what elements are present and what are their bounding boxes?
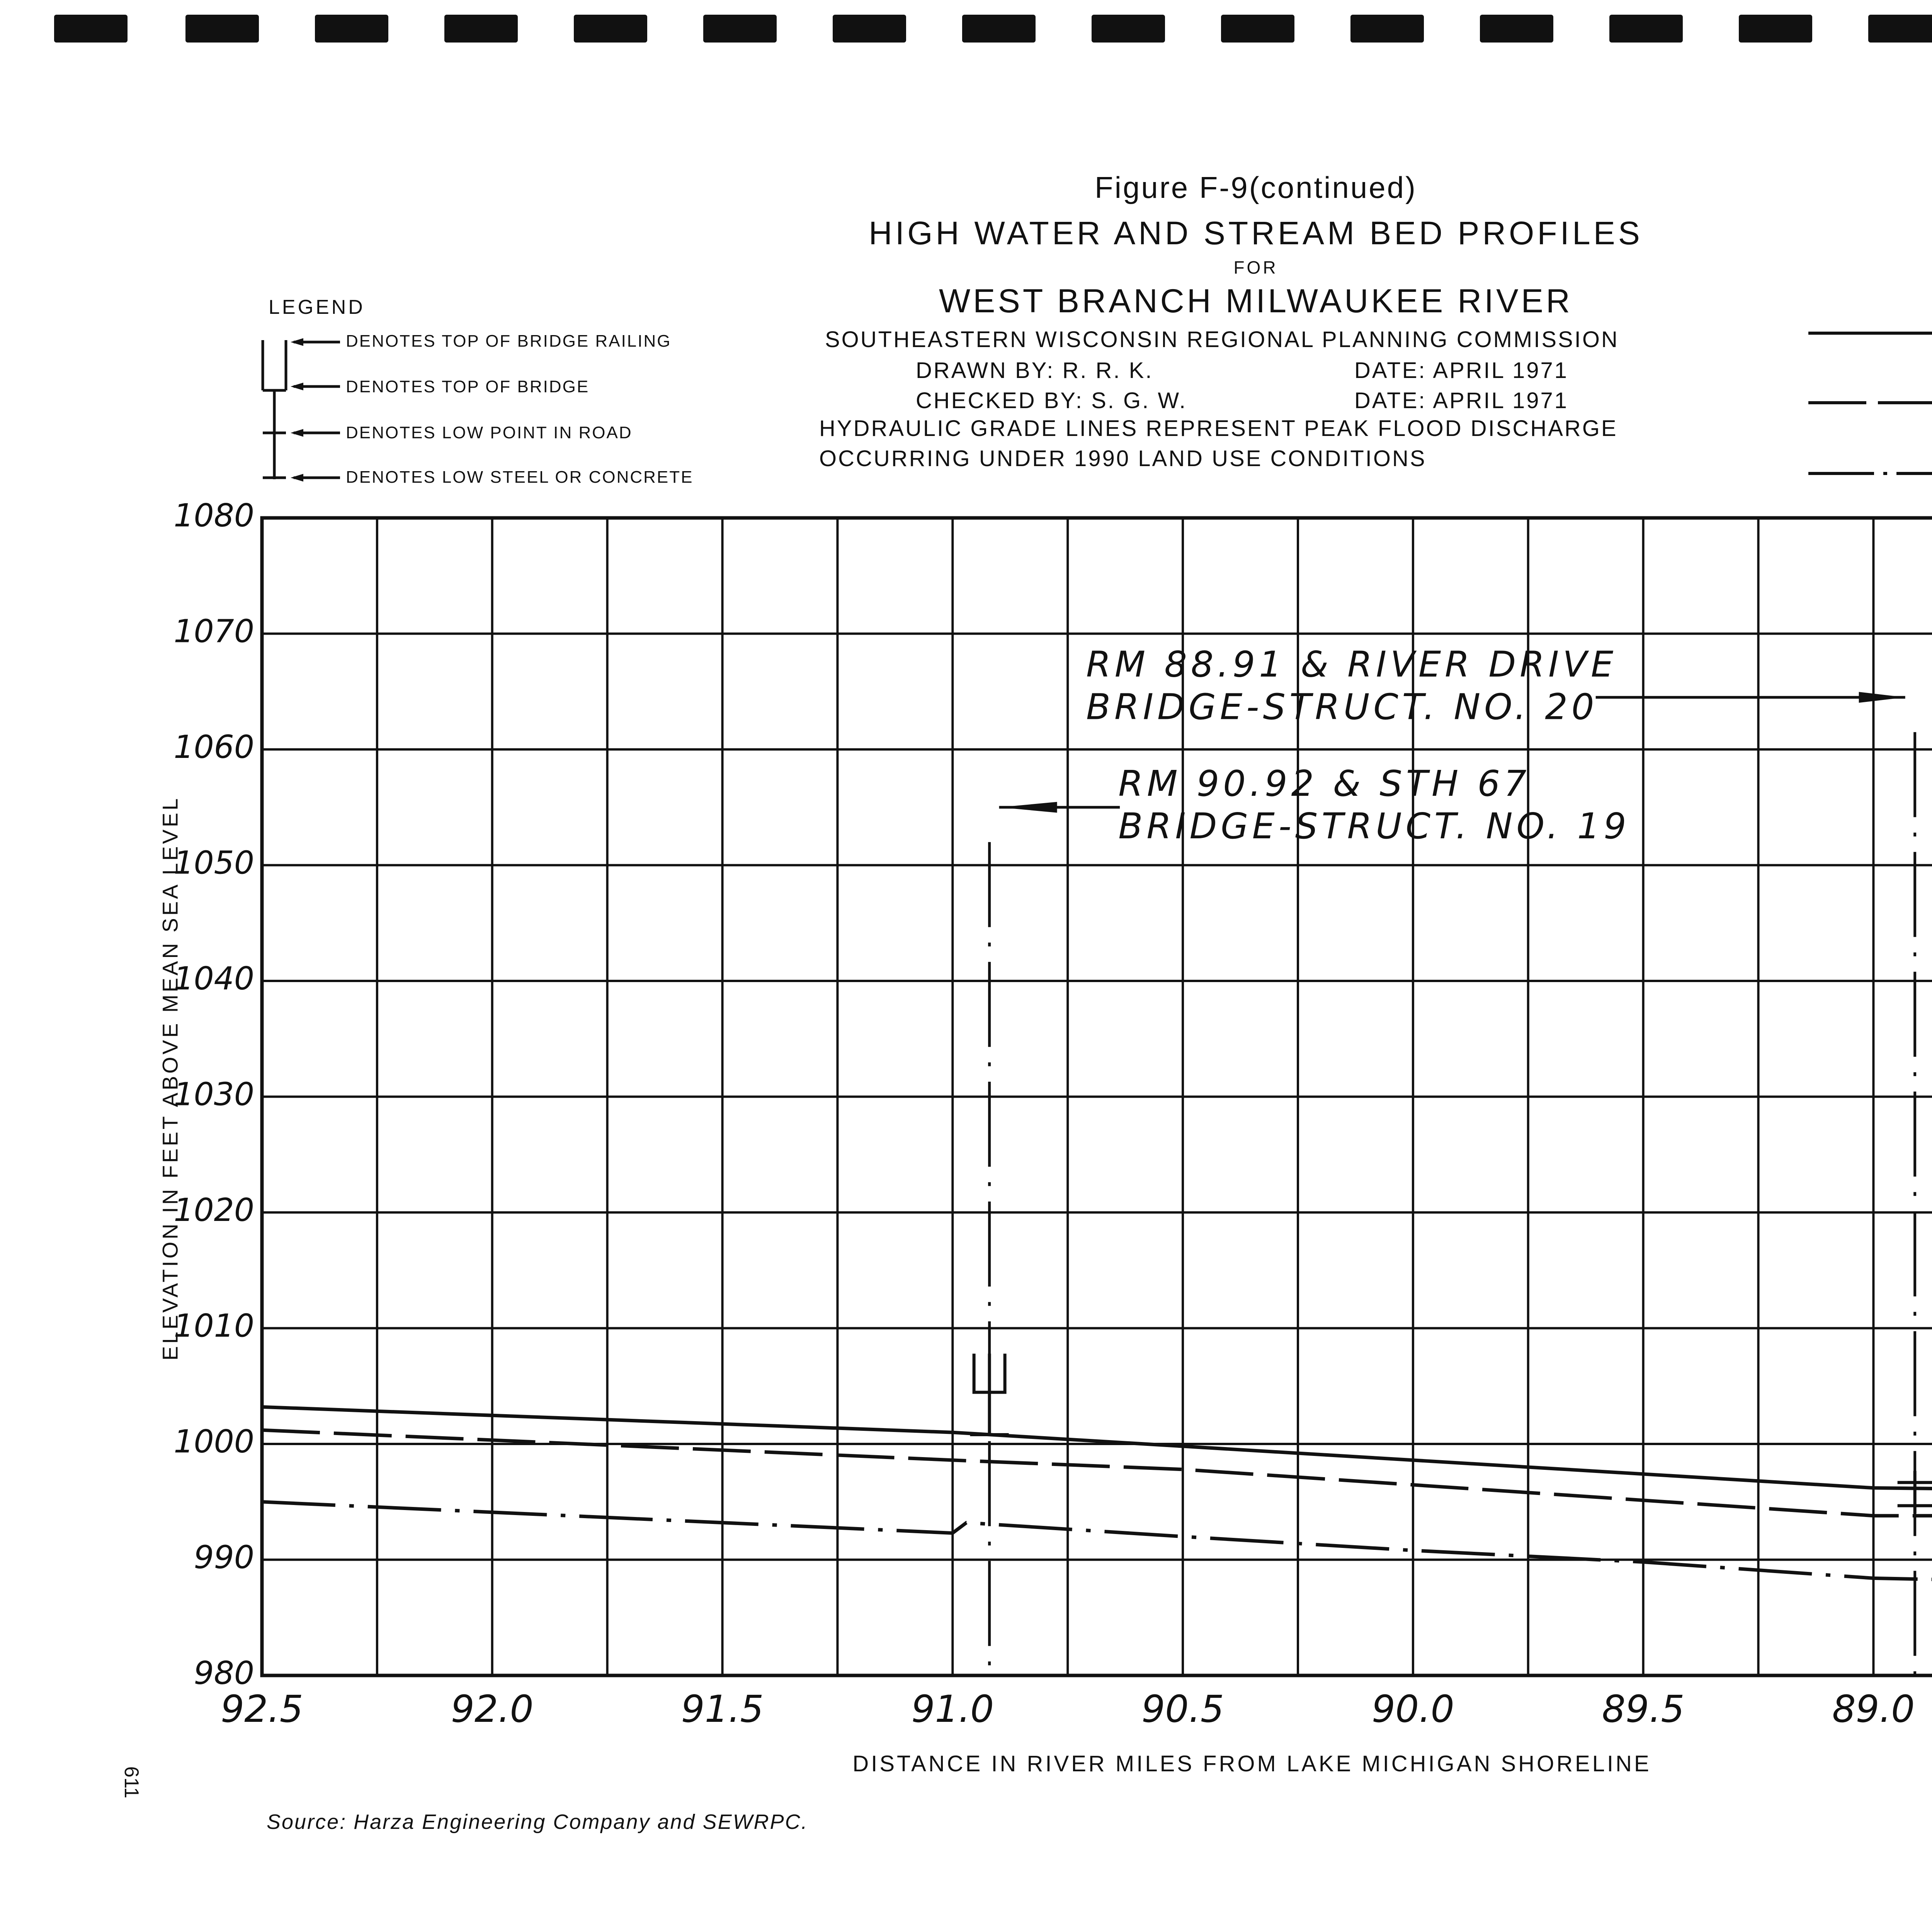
y-tick-label-left: 1050 xyxy=(173,844,254,882)
legend-title: LEGEND xyxy=(269,296,365,318)
y-tick-label-left: 1000 xyxy=(173,1423,254,1460)
agency-name: SOUTHEASTERN WISCONSIN REGIONAL PLANNING COMMISSION xyxy=(825,327,1619,352)
drawn-date: DATE: APRIL 1971 xyxy=(1354,358,1569,383)
note-line-1: HYDRAULIC GRADE LINES REPRESENT PEAK FLOOD DISCHARGE xyxy=(819,416,1618,441)
title-for: FOR xyxy=(1233,257,1278,278)
series-hgl100 xyxy=(262,1407,1932,1493)
bridge-label: RM 88.91 & RIVER DRIVE xyxy=(1086,644,1617,685)
bridge-symbol xyxy=(974,1354,1005,1435)
legend-item-low-point-road: DENOTES LOW POINT IN ROAD xyxy=(346,423,633,442)
checked-date: DATE: APRIL 1971 xyxy=(1354,388,1569,413)
river-name: WEST BRANCH MILWAUKEE RIVER xyxy=(939,283,1573,320)
checked-by: CHECKED BY: S. G. W. xyxy=(916,388,1187,413)
source-note: Source: Harza Engineering Company and SEWRPC. xyxy=(267,1810,808,1834)
figure-label: Figure F-9(continued) xyxy=(1095,170,1417,204)
x-axis-title: DISTANCE IN RIVER MILES FROM LAKE MICHIGAN SHORELINE xyxy=(852,1751,1651,1776)
x-tick-label: 90.5 xyxy=(1141,1687,1224,1731)
y-axis-title-left: ELEVATION IN FEET ABOVE MEAN SEA LEVEL xyxy=(158,796,182,1361)
legend-item-top-of-bridge: DENOTES TOP OF BRIDGE xyxy=(346,377,590,396)
y-tick-label-left: 980 xyxy=(194,1655,254,1692)
x-tick-label: 91.5 xyxy=(681,1687,764,1731)
bridge-label: BRIDGE-STRUCT. NO. 20 xyxy=(1086,686,1598,728)
bridge-label: BRIDGE-STRUCT. NO. 19 xyxy=(1118,805,1630,847)
y-tick-label-left: 1040 xyxy=(173,960,254,997)
legend-item-top-of-railing: DENOTES TOP OF BRIDGE RAILING xyxy=(346,332,672,351)
x-tick-label: 92.5 xyxy=(221,1687,303,1731)
y-tick-label-left: 1070 xyxy=(173,613,254,650)
bridge-pointer-arrow xyxy=(999,802,1057,813)
y-tick-label-left: 990 xyxy=(194,1539,254,1576)
page-number: 611 xyxy=(120,1766,143,1798)
note-line-2: OCCURRING UNDER 1990 LAND USE CONDITIONS xyxy=(819,446,1427,471)
drawn-by: DRAWN BY: R. R. K. xyxy=(916,358,1153,383)
chart-title: HIGH WATER AND STREAM BED PROFILES xyxy=(869,215,1643,251)
y-tick-label-left: 1080 xyxy=(173,497,254,534)
series-bed xyxy=(262,1502,1932,1588)
y-tick-label-left: 1010 xyxy=(173,1308,254,1345)
bridge-label: RM 90.92 & STH 67 xyxy=(1118,763,1531,804)
x-tick-label: 90.0 xyxy=(1372,1687,1454,1731)
bridge-pointer-arrow xyxy=(1859,692,1905,703)
x-tick-label: 91.0 xyxy=(911,1687,994,1731)
y-tick-label-left: 1020 xyxy=(173,1192,254,1229)
x-tick-label: 92.0 xyxy=(451,1687,534,1731)
legend-item-low-steel: DENOTES LOW STEEL OR CONCRETE xyxy=(346,468,694,487)
x-tick-label: 89.0 xyxy=(1832,1687,1915,1731)
y-tick-label-left: 1030 xyxy=(173,1076,254,1113)
x-tick-label: 89.5 xyxy=(1602,1687,1685,1731)
y-tick-label-left: 1060 xyxy=(173,729,254,766)
